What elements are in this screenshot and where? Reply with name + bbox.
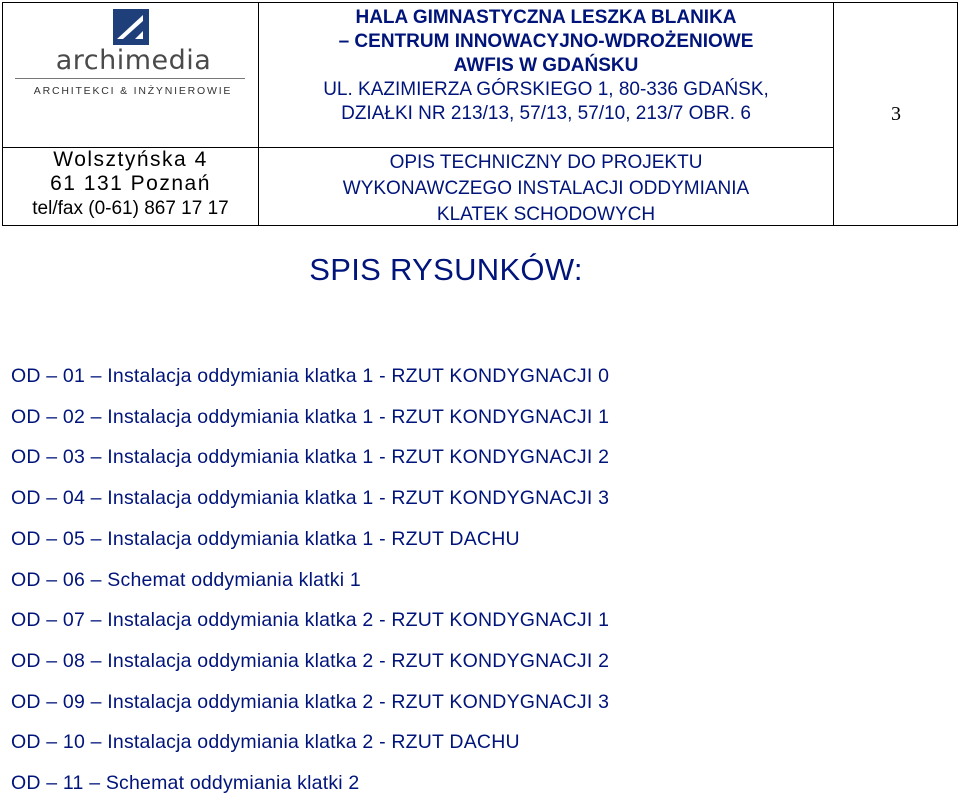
project-title-line: – CENTRUM INNOWACYJNO-WDROŻENIOWE	[338, 31, 754, 52]
project-address-line: DZIAŁKI NR 213/13, 57/13, 57/10, 213/7 OBR. 6	[341, 103, 751, 124]
list-item: OD – 07 – Instalacja oddymiania klatka 2 - RZUT KONDYGNACJI 1	[11, 609, 610, 632]
logo-subtitle: ARCHITEKCI & INŻYNIEROWIE	[33, 85, 233, 97]
document-description	[259, 148, 833, 226]
section-title: SPIS RYSUNKÓW:	[309, 252, 583, 287]
list-item: OD – 04 – Instalacja oddymiania klatka 1 - RZUT KONDYGNACJI 3	[11, 487, 610, 510]
description-line: OPIS TECHNICZNY DO PROJEKTU	[389, 152, 703, 173]
list-item: OD – 11 – Schemat oddymiania klatki 2	[11, 772, 360, 795]
archimedia-logo-icon	[113, 9, 149, 45]
list-item: OD – 09 – Instalacja oddymiania klatka 2 - RZUT KONDYGNACJI 3	[11, 690, 610, 713]
phone-number: tel/fax (0-61) 867 17 17	[32, 198, 229, 219]
address-city: 61 131 Poznań	[50, 172, 211, 195]
list-item: OD – 06 – Schemat oddymiania klatki 1	[11, 568, 361, 591]
logo-wordmark: archimedia	[55, 45, 212, 76]
page-number: 3	[891, 102, 901, 125]
address-street: Wolsztyńska 4	[53, 148, 208, 171]
company-address	[3, 148, 258, 221]
list-item: OD – 05 – Instalacja oddymiania klatka 1 - RZUT DACHU	[11, 527, 520, 550]
list-item: OD – 02 – Instalacja oddymiania klatka 1 - RZUT KONDYGNACJI 1	[11, 405, 610, 428]
title-block	[2, 2, 958, 226]
project-title	[259, 3, 833, 147]
project-title-line: HALA GIMNASTYCZNA LESZKA BLANIKA	[355, 7, 737, 28]
list-item: OD – 08 – Instalacja oddymiania klatka 2 - RZUT KONDYGNACJI 2	[11, 649, 610, 672]
list-item: OD – 10 – Instalacja oddymiania klatka 2 - RZUT DACHU	[11, 731, 520, 754]
project-address-line: UL. KAZIMIERZA GÓRSKIEGO 1, 80-336 GDAŃSK,	[323, 79, 769, 100]
list-item: OD – 03 – Instalacja oddymiania klatka 1 - RZUT KONDYGNACJI 2	[11, 446, 610, 469]
company-logo	[3, 3, 258, 147]
drawing-list	[11, 356, 609, 804]
list-item: OD – 01 – Instalacja oddymiania klatka 1 - RZUT KONDYGNACJI 0	[11, 365, 610, 387]
logo-rule	[15, 78, 245, 79]
description-line: KLATEK SCHODOWYCH	[436, 204, 656, 225]
description-line: WYKONAWCZEGO INSTALACJI ODDYMIANIA	[342, 178, 750, 199]
project-title-line: AWFIS W GDAŃSKU	[453, 55, 639, 76]
